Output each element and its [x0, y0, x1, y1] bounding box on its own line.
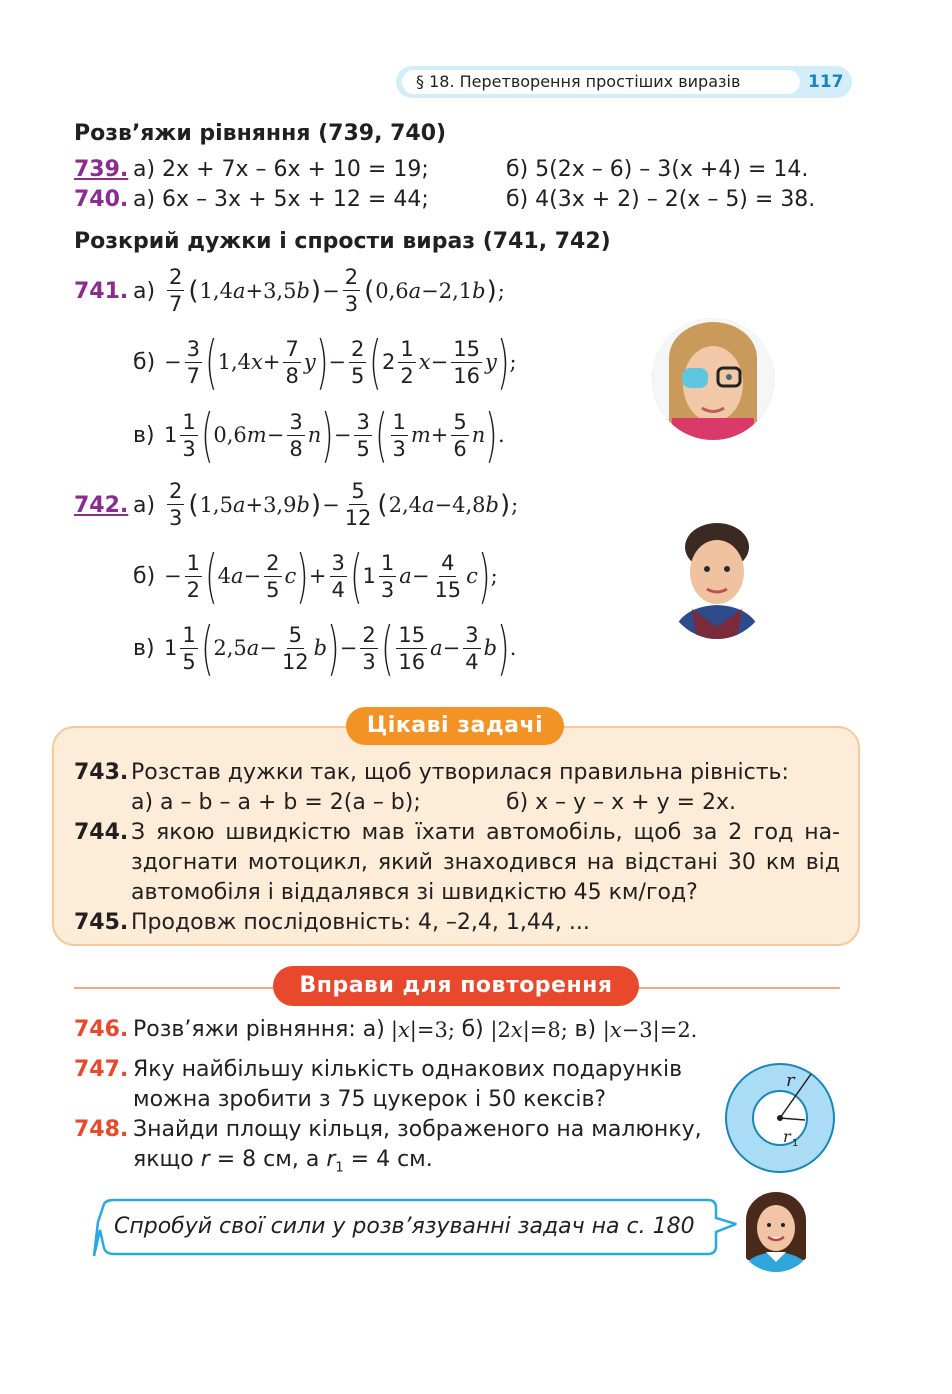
exercise-748-number: 748. [74, 1117, 129, 1142]
section-title: § 18. Перетворення простіших виразів [402, 70, 800, 94]
exercise-742-c-expression: 1 1 5 ( 2,5 a − 5 12 b ) − 2 3 ( 15 16 a − 3 4 b ) . [164, 614, 517, 682]
exercise-741-a-expression: 2 7 ( 1,4 a +3,5 b ) − 2 3 ( 0,6 a −2,1 b ) ; [169, 265, 505, 316]
repetition-title: Вправи для повторення [273, 966, 639, 1006]
exercise-741-b-expression: − 3 7 ( 1,4 x + 7 8 y ) − 2 5 ( 2 1 2 x − 15 16 y ) ; [164, 328, 517, 396]
exercise-746-number: 746. [74, 1017, 129, 1042]
exercise-744-line3: автомобіля і віддалявся зі швидкістю 45 км/год? [131, 880, 698, 905]
exercise-742-b-label: б) [133, 564, 156, 589]
ring-diagram [724, 1062, 836, 1174]
exercise-746-text: Розв’яжи рівняння: а) [133, 1017, 385, 1042]
boy-photo [662, 517, 772, 639]
exercise-739-a: а) 2x + 7x – 6x + 10 = 19; [133, 157, 429, 182]
girl-photo [652, 318, 774, 440]
exercise-742-b-expression: − 1 2 ( 4 a − 2 5 c ) + 3 4 ( 1 1 3 a − 4 15 c ) ; [164, 542, 498, 610]
exercise-743-text: Розстав дужки так, щоб утворилася правильна рівність: [131, 760, 789, 785]
exercise-740-a: а) 6x – 3x + 5x + 12 = 44; [133, 187, 429, 212]
exercise-739-number[interactable]: 739. [74, 157, 129, 182]
exercise-744-number: 744. [74, 820, 129, 845]
exercise-743-number: 743. [74, 760, 129, 785]
heading-solve-equations: Розв’яжи рівняння (739, 740) [74, 121, 447, 146]
exercise-740-b: б) 4(3x + 2) – 2(x – 5) = 38. [506, 187, 816, 212]
exercise-747-line1: Яку найбільшу кількість однакових подарунків [133, 1057, 683, 1082]
exercise-742-a-label: а) [133, 493, 156, 518]
exercise-746-line [133, 1015, 697, 1045]
girl-callout-photo [736, 1190, 816, 1272]
exercise-744-line1: З якою швидкістю мав їхати автомобіль, щоб за 2 год на- [131, 820, 840, 845]
callout-text[interactable]: Спробуй свої сили у розв’язуванні задач на с. 180 [114, 1214, 695, 1239]
heading-expand-brackets: Розкрий дужки і спрости вираз (741, 742) [74, 229, 611, 254]
exercise-742-c-label: в) [133, 636, 155, 661]
interesting-tasks-title: Цікаві задачі [346, 707, 564, 745]
exercise-743-a: а) a – b – a + b = 2(a – b); [131, 790, 421, 815]
exercise-746-equations: | x |=3; б) |2 x |=8; в) | x −3|=2. [390, 1017, 698, 1042]
exercise-741-c-label: в) [133, 423, 155, 448]
exercise-748-line2: якщо r = 8 см, а $r_1 = 4$ см. [133, 1147, 433, 1176]
ring-r1-label: r [783, 1127, 791, 1146]
ring-r-label: r [786, 1070, 795, 1091]
exercise-741-b-label: б) [133, 350, 156, 375]
exercise-740-number: 740. [74, 187, 129, 212]
exercise-747-number: 747. [74, 1057, 129, 1082]
exercise-743-b: б) x – y – x + y = 2x. [506, 790, 737, 815]
exercise-745-number: 745. [74, 910, 129, 935]
exercise-742-number[interactable]: 742. [74, 493, 129, 518]
exercise-741-c-expression: 1 1 3 ( 0,6 m − 3 8 n ) − 3 5 ( 1 3 m + 5 6 n ) . [164, 401, 505, 469]
ring-r1-subscript: 1 [792, 1138, 799, 1149]
exercise-745-text: Продовж послідовність: 4, –2,4, 1,44, ... [131, 910, 590, 935]
exercise-741-a-label: а) [133, 279, 156, 304]
exercise-744-line2: здогнати мотоцикл, який знаходився на відстані 30 км від [131, 850, 840, 875]
exercise-747-line2: можна зробити з 75 цукерок і 50 кексів? [133, 1087, 607, 1112]
exercise-741-number: 741. [74, 279, 129, 304]
exercise-742-a-expression: 2 3 ( 1,5 a +3,9 b ) − 5 12 ( 2,4 a −4,8 b ) ; [169, 479, 519, 530]
exercise-739-b: б) 5(2x – 6) – 3(x +4) = 14. [506, 157, 809, 182]
exercise-748-line1: Знайди площу кільця, зображеного на малюнку, [133, 1117, 702, 1142]
page-number: 117 [808, 72, 844, 92]
